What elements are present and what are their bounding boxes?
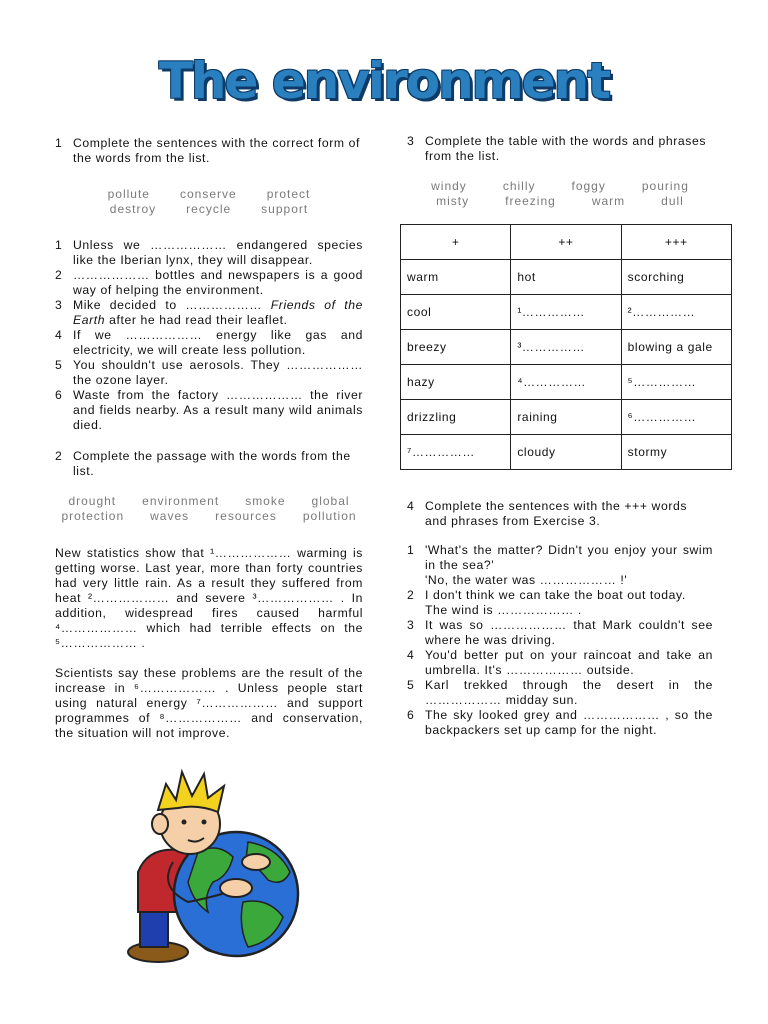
word: global: [311, 494, 350, 508]
table-cell: warm: [401, 260, 511, 295]
exercise-1-heading: [55, 136, 363, 166]
table-header-row: [401, 225, 732, 260]
word-row: [407, 179, 713, 194]
table-header-cell: ++: [511, 225, 621, 260]
page-title: The environment: [158, 52, 610, 110]
list-item: 5 You shouldn't use aerosols. They ……………… the ozone layer.: [55, 358, 363, 387]
table-cell: cool: [401, 295, 511, 330]
weather-table: [400, 224, 732, 470]
word: misty: [436, 194, 470, 208]
list-item: 6 The sky looked grey and ……………… , so the backpackers set up camp for the night.: [407, 708, 713, 737]
list-item: 4 If we ……………… energy like gas and electricity, we will create less pollution.: [55, 328, 363, 357]
word: waves: [150, 509, 190, 523]
exercise-instruction: Complete the sentences with the correct form of the words from the list.: [73, 136, 360, 165]
exercise-3-heading: [407, 134, 713, 164]
word: destroy: [109, 202, 157, 216]
word: pollution: [302, 509, 357, 523]
word: warm: [591, 194, 626, 208]
boy-hugging-globe-illustration: [118, 762, 318, 972]
table-cell: scorching: [621, 260, 731, 295]
exercise-2: [55, 449, 363, 741]
word: pollute: [107, 187, 150, 201]
table-cell: ²……………: [621, 295, 731, 330]
table-row: [401, 330, 732, 365]
word: dull: [661, 194, 684, 208]
word-list: [407, 179, 713, 209]
exercise-1: [55, 136, 363, 433]
exercise-instruction: Complete the passage with the words from the list.: [73, 449, 351, 478]
word-row: [407, 194, 713, 209]
book-title: Friends of the Earth: [73, 298, 363, 327]
table-row: [401, 260, 732, 295]
table-cell: hot: [511, 260, 621, 295]
word: drought: [68, 494, 117, 508]
table-cell: raining: [511, 400, 621, 435]
word: protection: [61, 509, 125, 523]
sentence-list: [55, 238, 363, 433]
word: support: [261, 202, 309, 216]
list-item: 6 Waste from the factory ……………… the river and fields nearby. As a result many wild animals died.: [55, 388, 363, 432]
word-row: [55, 202, 363, 217]
passage-paragraph: New statistics show that ¹……………… warming is getting worse. Last year, more than forty countries had very little rain. As a result they suffered from heat ²……………… and severe ³……………… . In addition, widespread fires caused harmful ⁴……………… which had terrible effects on the ⁵……………… .: [55, 546, 363, 650]
exercise-3: [407, 134, 713, 209]
word: chilly: [502, 179, 536, 193]
word: freezing: [505, 194, 556, 208]
word: foggy: [571, 179, 606, 193]
table-header-cell: +++: [621, 225, 731, 260]
word: recycle: [186, 202, 232, 216]
word: resources: [215, 509, 277, 523]
word: conserve: [179, 187, 237, 201]
exercise-number: 1: [55, 136, 63, 150]
table-cell: ¹……………: [511, 295, 621, 330]
word-row: [55, 494, 363, 509]
table-cell: ⁷……………: [401, 435, 511, 470]
table-cell: breezy: [401, 330, 511, 365]
table-cell: ⁶……………: [621, 400, 731, 435]
table-cell: drizzling: [401, 400, 511, 435]
word-row: [55, 509, 363, 524]
exercise-4: [407, 499, 713, 738]
list-item: 1 'What's the matter? Didn't you enjoy your swim in the sea?' 'No, the water was ……………… !': [407, 543, 713, 587]
word-row: [55, 187, 363, 202]
table-row: [401, 400, 732, 435]
exercise-instruction: Complete the table with the words and phrases from the list.: [425, 134, 707, 163]
exercise-number: 4: [407, 499, 415, 513]
table-cell: stormy: [621, 435, 731, 470]
table-header-cell: +: [401, 225, 511, 260]
list-item: 2 I don't think we can take the boat out today. The wind is ……………… .: [407, 588, 686, 617]
table-row: [401, 365, 732, 400]
exercise-4-heading: [407, 499, 713, 529]
table-cell: ⁴……………: [511, 365, 621, 400]
exercise-number: 2: [55, 449, 63, 463]
word-list: [55, 187, 363, 217]
exercise-2-heading: [55, 449, 363, 479]
table-cell: blowing a gale: [621, 330, 731, 365]
table-cell: ⁵……………: [621, 365, 731, 400]
word: pouring: [641, 179, 689, 193]
list-item: 4 You'd better put on your raincoat and take an umbrella. It's ……………… outside.: [407, 648, 713, 677]
list-item: 3 It was so ……………… that Mark couldn't see where he was driving.: [407, 618, 713, 647]
word-list: [55, 494, 363, 524]
word: protect: [266, 187, 311, 201]
sentence-list: [407, 543, 713, 738]
exercise-number: 3: [407, 134, 415, 148]
list-item: 5 Karl trekked through the desert in the ……………… midday sun.: [407, 678, 713, 707]
table-row: [401, 295, 732, 330]
passage-paragraph: Scientists say these problems are the result of the increase in ⁶……………… . Unless people start using natural energy ⁷……………… and support programmes of ⁸……………… and conservation, the situation will not improve.: [55, 666, 363, 740]
word: windy: [431, 179, 467, 193]
table-row: [401, 435, 732, 470]
word: environment: [142, 494, 220, 508]
list-item: 2 ……………… bottles and newspapers is a good way of helping the environment.: [55, 268, 363, 297]
table-cell: cloudy: [511, 435, 621, 470]
table-cell: hazy: [401, 365, 511, 400]
word: smoke: [245, 494, 286, 508]
table-cell: ³……………: [511, 330, 621, 365]
list-item: 3 Mike decided to ……………… Friends of the Earth after he had read their leaflet.: [55, 298, 363, 327]
exercise-instruction: Complete the sentences with the +++ words and phrases from Exercise 3.: [425, 499, 688, 528]
list-item: 1 Unless we ……………… endangered species like the Iberian lynx, they will disappear.: [55, 238, 363, 267]
